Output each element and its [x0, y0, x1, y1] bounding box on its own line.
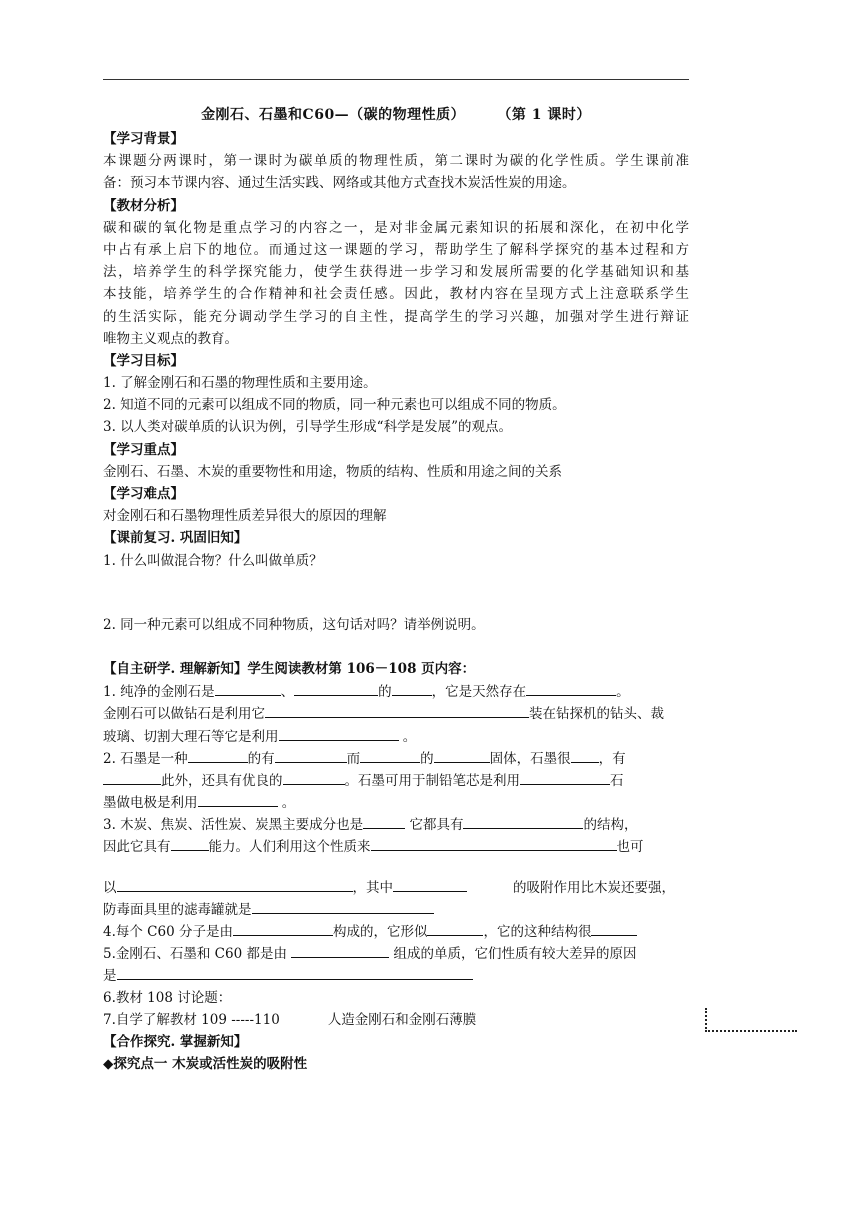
- answer-blank[interactable]: [463, 813, 583, 829]
- section-heading-self-study: 【自主研学. 理解新知】学生阅读教材第 106－108 页内容：: [103, 660, 476, 677]
- answer-blank[interactable]: [117, 964, 473, 980]
- answer-blank[interactable]: [198, 791, 278, 807]
- answer-blank[interactable]: [360, 747, 420, 763]
- section-heading-cooperation: 【合作探究. 掌握新知】: [103, 1033, 248, 1050]
- goal-item: 3. 以人类对碳单质的认识为例，引导学生形成“科学是发展”的观点。: [103, 419, 512, 436]
- question-text: 的吸附作用比木炭还要强，: [513, 879, 675, 896]
- answer-space[interactable]: [103, 636, 689, 658]
- answer-blank[interactable]: [279, 725, 399, 741]
- question-text: 固体，石墨很: [489, 750, 571, 767]
- question-text: 组成的单质，它们性质有较大差异的原因: [389, 946, 637, 963]
- question-text: 。石墨可用于制铅笔芯是利用: [344, 772, 520, 789]
- question-text: 的有: [247, 750, 275, 767]
- document-title: 金刚石、石墨和C60—（碳的物理性质） （第 1 课时）: [201, 107, 591, 123]
- fill-question-2-cont: [103, 769, 689, 791]
- explore-point-text: 探究点一 木炭或活性炭的吸附性: [113, 1056, 308, 1073]
- question-text: 。: [277, 795, 296, 812]
- answer-blank[interactable]: [171, 835, 209, 851]
- question-text: 的结构，: [583, 817, 638, 834]
- paragraph-line: 唯物主义观点的教育。: [103, 330, 238, 347]
- question-text: 3. 木炭、焦炭、活性炭、炭黑主要成分也是: [103, 817, 364, 834]
- diamond-bullet-icon: ◆: [103, 1056, 114, 1073]
- question-text: 2. 石墨是一种: [103, 750, 188, 767]
- question-text: 装在钻探机的钻头、裁: [529, 706, 664, 723]
- fill-question-1-cont: [103, 702, 689, 724]
- question-text: 石: [610, 772, 624, 789]
- answer-blank[interactable]: [371, 835, 617, 851]
- question-text: 以: [103, 879, 117, 896]
- answer-blank[interactable]: [294, 680, 378, 696]
- question-text: 是: [103, 968, 117, 985]
- spacer: [103, 858, 689, 876]
- paragraph-line: 法，培养学生的科学探究能力，使学生获得进一步学习和发展所需要的化学基础知识和基: [103, 264, 689, 281]
- question-text: ，它是天然存在: [431, 684, 527, 701]
- fill-question-5-cont: [103, 964, 689, 986]
- question-text: 的: [420, 750, 434, 767]
- question-text: 玻璃、切割大理石等它是利用: [103, 728, 279, 745]
- fill-question-4: [103, 920, 689, 942]
- question-text: 。: [398, 728, 417, 745]
- answer-blank[interactable]: [571, 747, 599, 763]
- fill-question-5: [103, 942, 689, 964]
- fill-question-1-cont: [103, 725, 689, 747]
- goal-item: 2. 知道不同的元素可以组成不同的物质，同一种元素也可以组成不同的物质。: [103, 397, 566, 414]
- answer-blank[interactable]: [103, 769, 161, 785]
- paragraph-line: 本技能，培养学生的合作精神和社会责任感。因此，教材内容在呈现方式上注意联系学生: [103, 286, 689, 303]
- answer-blank[interactable]: [427, 920, 483, 936]
- paragraph-line: 碳和碳的氧化物是重点学习的内容之一，是对非金属元素知识的拓展和深化，在初中化学: [103, 219, 689, 236]
- answer-blank[interactable]: [275, 747, 347, 763]
- review-question-1: 1. 什么叫做混合物？什么叫做单质？: [103, 552, 323, 569]
- fill-question-7: [103, 1009, 689, 1031]
- paragraph-line: 的生活实际，能充分调动学生学习的自主性，提高学生的学习兴趣，加强对学生进行辩证: [103, 308, 689, 325]
- review-question-2: 2. 同一种元素可以组成不同种物质，这句话对吗？请举例说明。: [103, 616, 485, 633]
- question-text: 墨做电极是利用: [103, 795, 198, 812]
- answer-blank[interactable]: [520, 769, 610, 785]
- answer-blank[interactable]: [434, 747, 490, 763]
- question-text: ，有: [598, 750, 626, 767]
- fill-question-1: [103, 680, 689, 702]
- question-text: 而: [346, 750, 361, 767]
- answer-blank[interactable]: [188, 747, 248, 763]
- question-text: 构成的，它形似: [332, 924, 428, 940]
- question-text: 防毒面具里的滤毒罐就是: [103, 901, 252, 918]
- answer-blank[interactable]: [117, 876, 353, 892]
- answer-blank[interactable]: [233, 920, 333, 936]
- answer-blank[interactable]: [283, 769, 345, 785]
- paragraph-line: 中占有承上启下的地位。而通过这一课题的学习，帮助学生了解科学探究的基本过程和方: [103, 241, 689, 258]
- fill-question-6: 6.教材 108 讨论题：: [103, 989, 232, 1006]
- question-text: 金刚石可以做钻石是利用它: [103, 706, 265, 723]
- section-heading-analysis: 【教材分析】: [103, 197, 184, 214]
- fill-question-3-cont: [103, 876, 689, 898]
- question-text: 1. 纯净的金刚石是: [103, 684, 215, 701]
- fill-question-2-cont: [103, 791, 689, 813]
- answer-blank[interactable]: [291, 942, 389, 958]
- section-heading-goals: 【学习目标】: [103, 352, 184, 369]
- fill-question-3-cont: [103, 835, 689, 857]
- question-text: 能力。人们利用这个性质来: [208, 839, 371, 856]
- paragraph-line: 本课题分两课时，第一课时为碳单质的物理性质，第二课时为碳的化学性质。学生课前准: [103, 153, 689, 170]
- fill-question-2: [103, 747, 689, 769]
- section-heading-key-points: 【学习重点】: [103, 441, 184, 458]
- question-text: ，它的这种结构很: [483, 924, 592, 940]
- document-body: [103, 128, 689, 1075]
- question-text: 此外，还具有优良的: [161, 772, 283, 789]
- fill-question-3: [103, 813, 689, 835]
- question-text: 的: [378, 684, 392, 701]
- key-points-text: 金刚石、石墨、木炭的重要物性和用途，物质的结构、性质和用途之间的关系: [103, 463, 562, 480]
- answer-blank[interactable]: [591, 920, 637, 936]
- fill-question-3-cont: [103, 898, 689, 920]
- difficulty-text: 对金刚石和石墨物理性质差异很大的原因的理解: [103, 508, 387, 525]
- answer-blank[interactable]: [215, 680, 281, 696]
- question-text: 5.金刚石、石墨和 C60 都是由: [103, 946, 292, 963]
- paragraph-line: 备：预习本节课内容、通过生活实践、网络或其他方式查找木炭活性炭的用途。: [103, 175, 576, 192]
- answer-blank[interactable]: [393, 876, 467, 892]
- question-text: 、: [280, 684, 295, 701]
- answer-space[interactable]: [103, 572, 689, 614]
- goal-item: 1. 了解金刚石和石墨的物理性质和主要用途。: [103, 375, 377, 392]
- section-heading-background: 【学习背景】: [103, 131, 184, 147]
- section-heading-difficulty: 【学习难点】: [103, 486, 184, 502]
- question-text: 也可: [616, 839, 644, 856]
- answer-blank[interactable]: [526, 680, 616, 696]
- question-text: ，其中: [352, 879, 393, 896]
- explore-point-1: [103, 1053, 689, 1075]
- answer-blank[interactable]: [252, 898, 434, 914]
- dotted-corner-mark: [705, 1008, 797, 1032]
- section-heading-review: 【课前复习. 巩固旧知】: [103, 530, 248, 547]
- question-text: 7.自学了解教材 109 -----110: [103, 1011, 280, 1028]
- question-text: 它都具有: [405, 817, 464, 834]
- answer-blank[interactable]: [265, 702, 529, 718]
- question-text: 4.每个 C60 分子是由: [103, 924, 233, 940]
- question-text: 因此它具有: [103, 839, 171, 856]
- answer-blank[interactable]: [392, 680, 432, 696]
- question-text: 人造金刚石和金刚石薄膜: [327, 1011, 477, 1028]
- question-text: 。: [616, 684, 630, 701]
- header-rule: [103, 79, 689, 80]
- answer-blank[interactable]: [363, 813, 405, 829]
